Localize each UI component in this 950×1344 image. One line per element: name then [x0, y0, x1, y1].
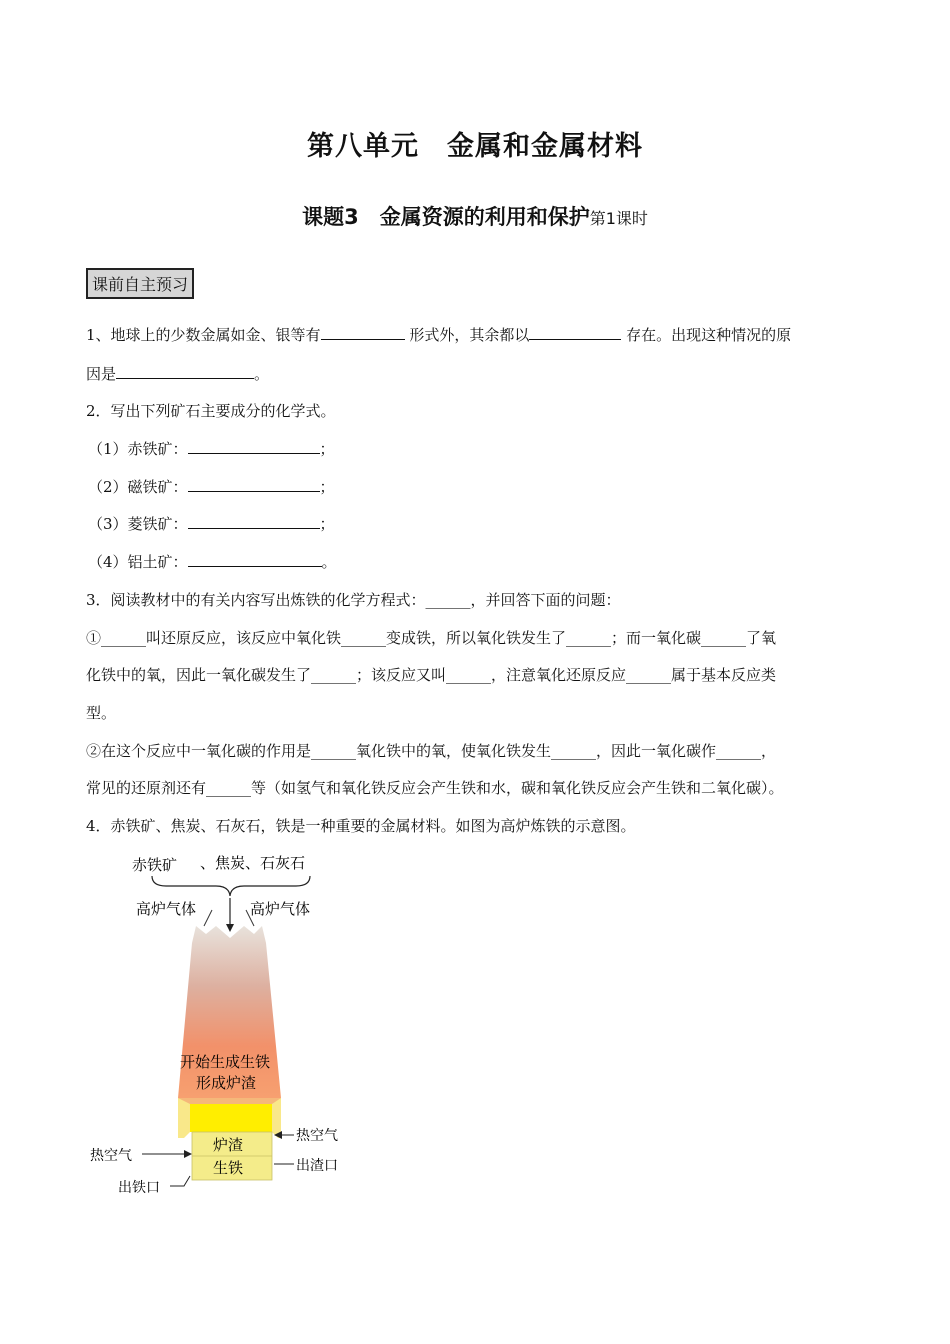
question-1-line-2: [86, 363, 269, 384]
section-label: 课前自主预习: [86, 268, 194, 299]
q2-item-label: （4）铝土矿：: [88, 553, 188, 571]
brace-shape: [152, 876, 310, 896]
blast-furnace-diagram: [86, 848, 386, 1208]
question-3-line-4: 型。: [86, 704, 117, 722]
question-4: 4．赤铁矿、焦炭、石灰石，铁是一种重要的金属材料。如图为高炉炼铁的示意图。: [86, 817, 636, 835]
q1-text-d: 因是: [86, 365, 117, 383]
hot-air-left-arrowhead: [184, 1150, 192, 1158]
answer-blank[interactable]: [321, 325, 405, 340]
q1-text-a: 1、地球上的少数金属如金、银等有: [86, 326, 321, 344]
question-2-item: [88, 551, 337, 572]
question-2: 2．写出下列矿石主要成分的化学式。: [86, 402, 336, 420]
furnace-shaft: [178, 926, 281, 1098]
q2-item-end: ；: [319, 515, 335, 533]
q2-item-end: 。: [321, 553, 337, 571]
answer-blank[interactable]: [529, 325, 621, 340]
q2-item-end: ；: [319, 478, 335, 496]
question-3-line-6: 常见的还原剂还有______等（如氢气和氧化铁反应会产生铁和水，碳和氧化铁反应会产生铁和二氧化碳）。: [86, 779, 784, 797]
top-label-hematite: 赤铁矿: [132, 856, 178, 874]
hot-air-right-label: 热空气: [296, 1128, 338, 1144]
zone-label-line1: 开始生成生铁: [180, 1053, 271, 1071]
furnace-transition: [178, 1098, 281, 1104]
feed-arrowhead: [226, 924, 234, 932]
lesson-title: [0, 201, 950, 231]
question-3-line-5: ②在这个反应中一氧化碳的作用是______氧化铁中的氧，使氧化铁发生______，因此一氧化碳作______，: [86, 742, 777, 760]
lesson-title-main: 课题3 金属资源的利用和保护: [302, 205, 590, 229]
iron-outlet-label: 出铁口: [118, 1180, 160, 1196]
q2-item-end: ；: [319, 440, 335, 458]
q1-text-c: 存在。出现这种情况的原: [626, 326, 792, 344]
question-3-line-2: ①______叫还原反应，该反应中氧化铁______变成铁，所以氧化铁发生了______；而一氧化碳______了氧: [86, 629, 777, 647]
zone-label-line2: 形成炉渣: [196, 1074, 257, 1092]
question-2-item: [88, 438, 335, 459]
q2-item-label: （3）菱铁矿：: [88, 515, 188, 533]
q1-text-e: 。: [254, 365, 270, 383]
bosh-left: [178, 1098, 190, 1138]
iron-outlet-line: [170, 1176, 190, 1186]
bosh-right: [272, 1098, 281, 1138]
top-label-coke-limestone: 、焦炭、石灰石: [200, 854, 306, 872]
q2-item-label: （1）赤铁矿：: [88, 440, 188, 458]
gas-arrow-left: [204, 910, 212, 926]
gas-label-right: 高炉气体: [250, 900, 311, 918]
lesson-period: 第1课时: [589, 209, 648, 228]
answer-blank[interactable]: [188, 439, 320, 454]
page-title: 第八单元 金属和金属材料: [307, 131, 643, 162]
slag-outlet-label: 出渣口: [296, 1158, 338, 1174]
question-3-line-3: 化铁中的氧，因此一氧化碳发生了______；该反应又叫______，注意氧化还原反应______属于基本反应类: [86, 666, 777, 684]
hot-air-left-label: 热空气: [90, 1148, 132, 1164]
gas-label-left: 高炉气体: [136, 900, 197, 918]
iron-label: 生铁: [213, 1159, 244, 1177]
melting-zone: [190, 1104, 272, 1132]
question-2-item: [88, 513, 335, 534]
q2-item-label: （2）磁铁矿：: [88, 478, 188, 496]
answer-blank[interactable]: [116, 364, 254, 379]
answer-blank[interactable]: [188, 514, 320, 529]
question-3-line-1: 3．阅读教材中的有关内容写出炼铁的化学方程式：______，并回答下面的问题：: [86, 591, 621, 609]
question-1-line-1: [86, 324, 791, 345]
answer-blank[interactable]: [188, 552, 322, 567]
q1-text-b: 形式外，其余都以: [409, 326, 530, 344]
question-2-item: [88, 476, 335, 497]
answer-blank[interactable]: [188, 477, 320, 492]
slag-label: 炉渣: [213, 1136, 244, 1154]
